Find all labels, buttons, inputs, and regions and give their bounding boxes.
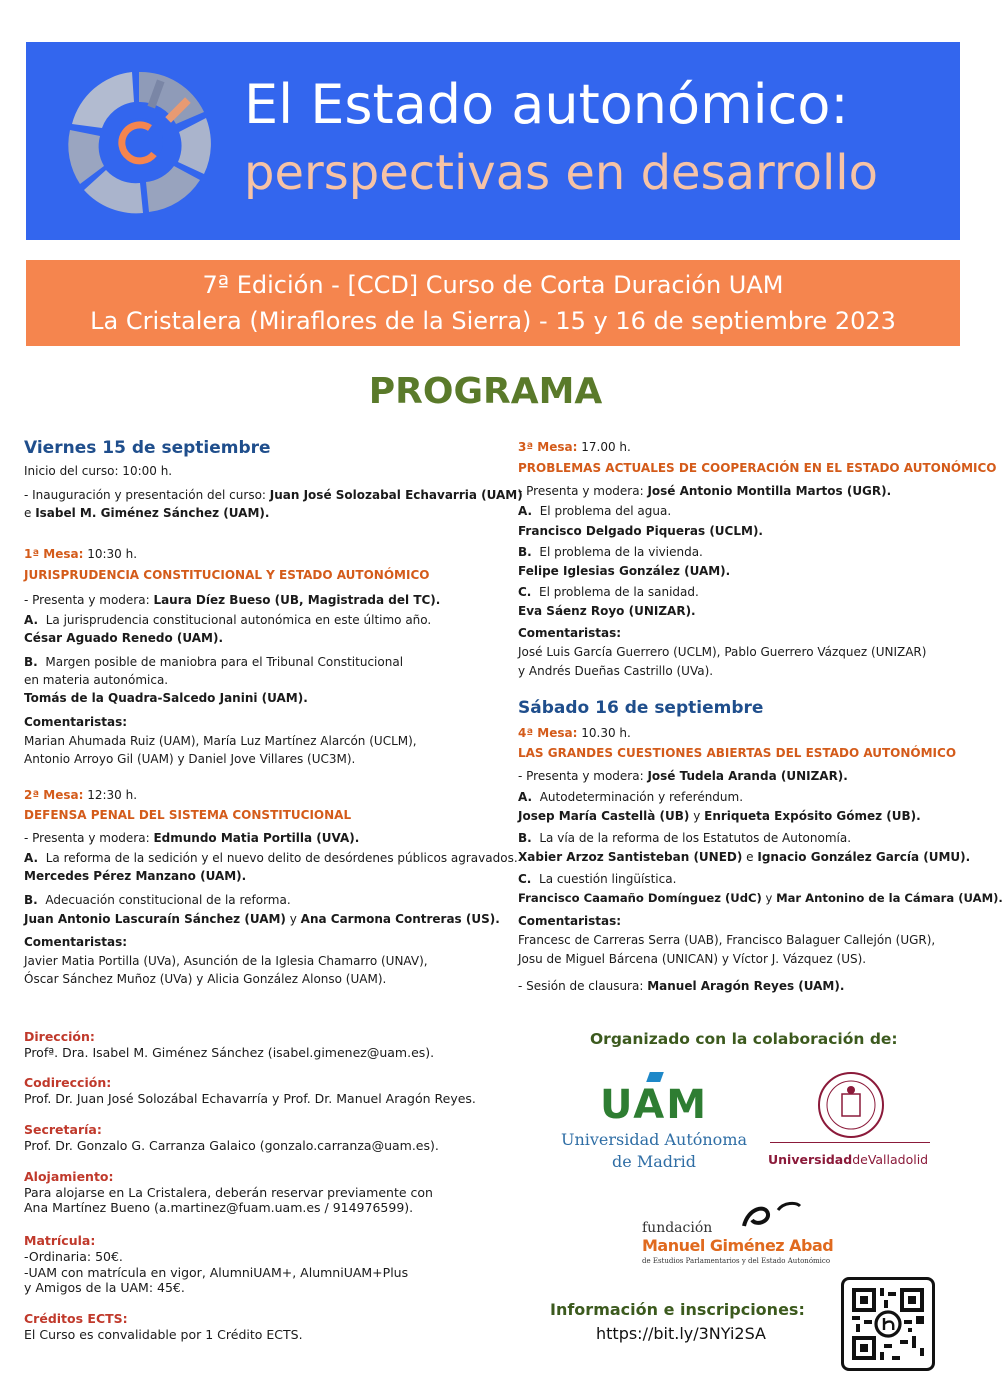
mesa4-talk-b-authors: Xabier Arzoz Santisteban (UNED) e Ignacio González García (UMU).: [518, 850, 971, 864]
mesa3-talk-a: A. El problema del agua.: [518, 504, 672, 518]
mesa4-moderator: - Presenta y modera: José Tudela Aranda (UNIZAR).: [518, 769, 848, 783]
mesa1-moderator: - Presenta y modera: Laura Díez Bueso (UB, Magistrada del TC).: [24, 593, 441, 607]
secretaria-heading: Secretaría:: [24, 1122, 102, 1137]
mesa3-time: 3ª Mesa: 17.00 h.: [518, 440, 631, 454]
mesa4-talk-c-authors: Francisco Caamaño Domínguez (UdC) y Mar Antonino de la Cámara (UAM).: [518, 891, 1003, 905]
mesa1-commentators-heading: Comentaristas:: [24, 715, 128, 729]
inauguration-cont: e Isabel M. Giménez Sánchez (UAM).: [24, 506, 270, 520]
qr-code-icon[interactable]: [841, 1277, 935, 1371]
place-date-line: La Cristalera (Miraflores de la Sierra) - 15 y 16 de septiembre 2023: [90, 307, 896, 335]
alojamiento-heading: Alojamiento:: [24, 1169, 114, 1184]
mesa3-commentators-1: José Luis García Guerrero (UCLM), Pablo Guerrero Vázquez (UNIZAR): [518, 645, 927, 659]
mesa2-time: 2ª Mesa: 12:30 h.: [24, 788, 138, 802]
creditos-text: El Curso es convalidable por 1 Crédito ECTS.: [24, 1327, 303, 1342]
inauguration: - Inauguración y presentación del curso: Juan José Solozabal Echavarria (UAM): [24, 488, 523, 502]
friday-heading: Viernes 15 de septiembre: [24, 438, 271, 458]
mesa2-title: DEFENSA PENAL DEL SISTEMA CONSTITUCIONAL: [24, 808, 352, 822]
matricula-text-2: -UAM con matrícula en vigor, AlumniUAM+, AlumniUAM+Plus: [24, 1265, 409, 1280]
main-title: El Estado autonómico:: [244, 73, 849, 136]
mesa4-talk-a-authors: Josep María Castellà (UB) y Enriqueta Expósito Gómez (UB).: [518, 809, 921, 823]
course-start: Inicio del curso: 10:00 h.: [24, 464, 173, 478]
mesa1-title: JURISPRUDENCIA CONSTITUCIONAL Y ESTADO AUTONÓMICO: [24, 568, 430, 582]
direccion-heading: Dirección:: [24, 1029, 95, 1044]
mesa2-talk-a-author: Mercedes Pérez Manzano (UAM).: [24, 869, 247, 883]
mesa2-commentators-2: Óscar Sánchez Muñoz (UVa) y Alicia González Alonso (UAM).: [24, 972, 387, 986]
mesa3-talk-b-author: Felipe Iglesias González (UAM).: [518, 564, 731, 578]
closing-session: - Sesión de clausura: Manuel Aragón Reyes (UAM).: [518, 979, 845, 993]
secretaria-text: Prof. Dr. Gonzalo G. Carranza Galaico (gonzalo.carranza@uam.es).: [24, 1138, 439, 1153]
mesa4-talk-a: A. Autodeterminación y referéndum.: [518, 790, 744, 804]
alojamiento-text-1: Para alojarse en La Cristalera, deberán reservar previamente con: [24, 1185, 433, 1200]
fmga-mark-icon: [738, 1198, 808, 1232]
mesa3-talk-c: C. El problema de la sanidad.: [518, 585, 699, 599]
mesa3-talk-b: B. El problema de la vivienda.: [518, 545, 703, 559]
uva-logo: UniversidaddeValladolid: [766, 1070, 936, 1170]
uam-logo: UAM Universidad Autónoma de Madrid: [556, 1072, 752, 1176]
mesa3-commentators-2: y Andrés Dueñas Castrillo (UVa).: [518, 664, 714, 678]
direccion-text: Profª. Dra. Isabel M. Giménez Sánchez (isabel.gimenez@uam.es).: [24, 1045, 435, 1060]
edition-line: 7ª Edición - [CCD] Curso de Corta Duración UAM: [202, 271, 784, 299]
mesa2-talk-a: A. La reforma de la sedición y el nuevo delito de desórdenes públicos agravados.: [24, 851, 518, 865]
programa-heading: PROGRAMA: [368, 371, 603, 412]
mesa3-title: PROBLEMAS ACTUALES DE COOPERACIÓN EN EL ESTADO AUTONÓMICO: [518, 461, 997, 475]
mesa4-time: 4ª Mesa: 10.30 h.: [518, 726, 631, 740]
mesa1-talk-b-cont: en materia autonómica.: [24, 673, 169, 687]
inscriptions-heading: Información e inscripciones:: [550, 1300, 805, 1319]
mesa4-talk-b: B. La vía de la reforma de los Estatutos de Autonomía.: [518, 831, 852, 845]
mesa3-talk-a-author: Francisco Delgado Piqueras (UCLM).: [518, 524, 763, 538]
uam-accent-icon: [646, 1072, 664, 1082]
sun-logo-icon: [54, 62, 224, 222]
mesa1-talk-b-author: Tomás de la Quadra-Salcedo Janini (UAM).: [24, 691, 308, 705]
organizers-heading: Organizado con la colaboración de:: [590, 1030, 898, 1048]
mesa2-moderator: - Presenta y modera: Edmundo Matia Portilla (UVA).: [24, 831, 360, 845]
mesa1-talk-b: B. Margen posible de maniobra para el Tribunal Constitucional: [24, 655, 404, 669]
mesa2-talk-b: B. Adecuación constitucional de la reforma.: [24, 893, 291, 907]
mesa4-commentators-heading: Comentaristas:: [518, 914, 622, 928]
mesa1-commentators-1: Marian Ahumada Ruiz (UAM), María Luz Martínez Alarcón (UCLM),: [24, 734, 417, 748]
alojamiento-text-2: Ana Martínez Bueno (a.martinez@fuam.uam.es / 914976599).: [24, 1200, 414, 1215]
mesa1-commentators-2: Antonio Arroyo Gil (UAM) y Daniel Jove Villares (UC3M).: [24, 752, 356, 766]
codireccion-text: Prof. Dr. Juan José Solozábal Echavarría y Prof. Dr. Manuel Aragón Reyes.: [24, 1091, 476, 1106]
mesa1-time: 1ª Mesa: 10:30 h.: [24, 547, 138, 561]
mesa2-commentators-1: Javier Matia Portilla (UVa), Asunción de la Iglesia Chamarro (UNAV),: [24, 954, 428, 968]
matricula-text-1: -Ordinaria: 50€.: [24, 1249, 123, 1264]
inscriptions-link[interactable]: https://bit.ly/3NYi2SA: [596, 1324, 766, 1343]
mesa1-talk-a: A. La jurisprudencia constitucional autonómica en este último año.: [24, 613, 432, 627]
mesa4-commentators-1: Francesc de Carreras Serra (UAB), Francisco Balaguer Callejón (UGR),: [518, 933, 936, 947]
matricula-text-3: y Amigos de la UAM: 45€.: [24, 1280, 185, 1295]
mesa3-talk-c-author: Eva Sáenz Royo (UNIZAR).: [518, 604, 696, 618]
codireccion-heading: Codirección:: [24, 1075, 112, 1090]
uva-seal-icon: [816, 1070, 886, 1140]
mesa4-talk-c: C. La cuestión lingüística.: [518, 872, 677, 886]
mesa2-talk-b-authors: Juan Antonio Lascuraín Sánchez (UAM) y Ana Carmona Contreras (US).: [24, 912, 500, 926]
mesa1-talk-a-author: César Aguado Renedo (UAM).: [24, 631, 224, 645]
fmga-logo: fundación Manuel Giménez Abad de Estudios Parlamentarios y del Estado Autonómico: [640, 1198, 850, 1270]
mesa4-title: LAS GRANDES CUESTIONES ABIERTAS DEL ESTADO AUTONÓMICO: [518, 746, 957, 760]
mesa4-commentators-2: Josu de Miguel Bárcena (UNICAN) y Víctor J. Vázquez (US).: [518, 952, 867, 966]
matricula-heading: Matrícula:: [24, 1233, 96, 1248]
mesa3-commentators-heading: Comentaristas:: [518, 626, 622, 640]
mesa3-moderator: - Presenta y modera: José Antonio Montilla Martos (UGR).: [518, 484, 892, 498]
saturday-heading: Sábado 16 de septiembre: [518, 698, 764, 718]
creditos-heading: Créditos ECTS:: [24, 1311, 128, 1326]
subtitle: perspectivas en desarrollo: [244, 145, 878, 201]
mesa2-commentators-heading: Comentaristas:: [24, 935, 128, 949]
